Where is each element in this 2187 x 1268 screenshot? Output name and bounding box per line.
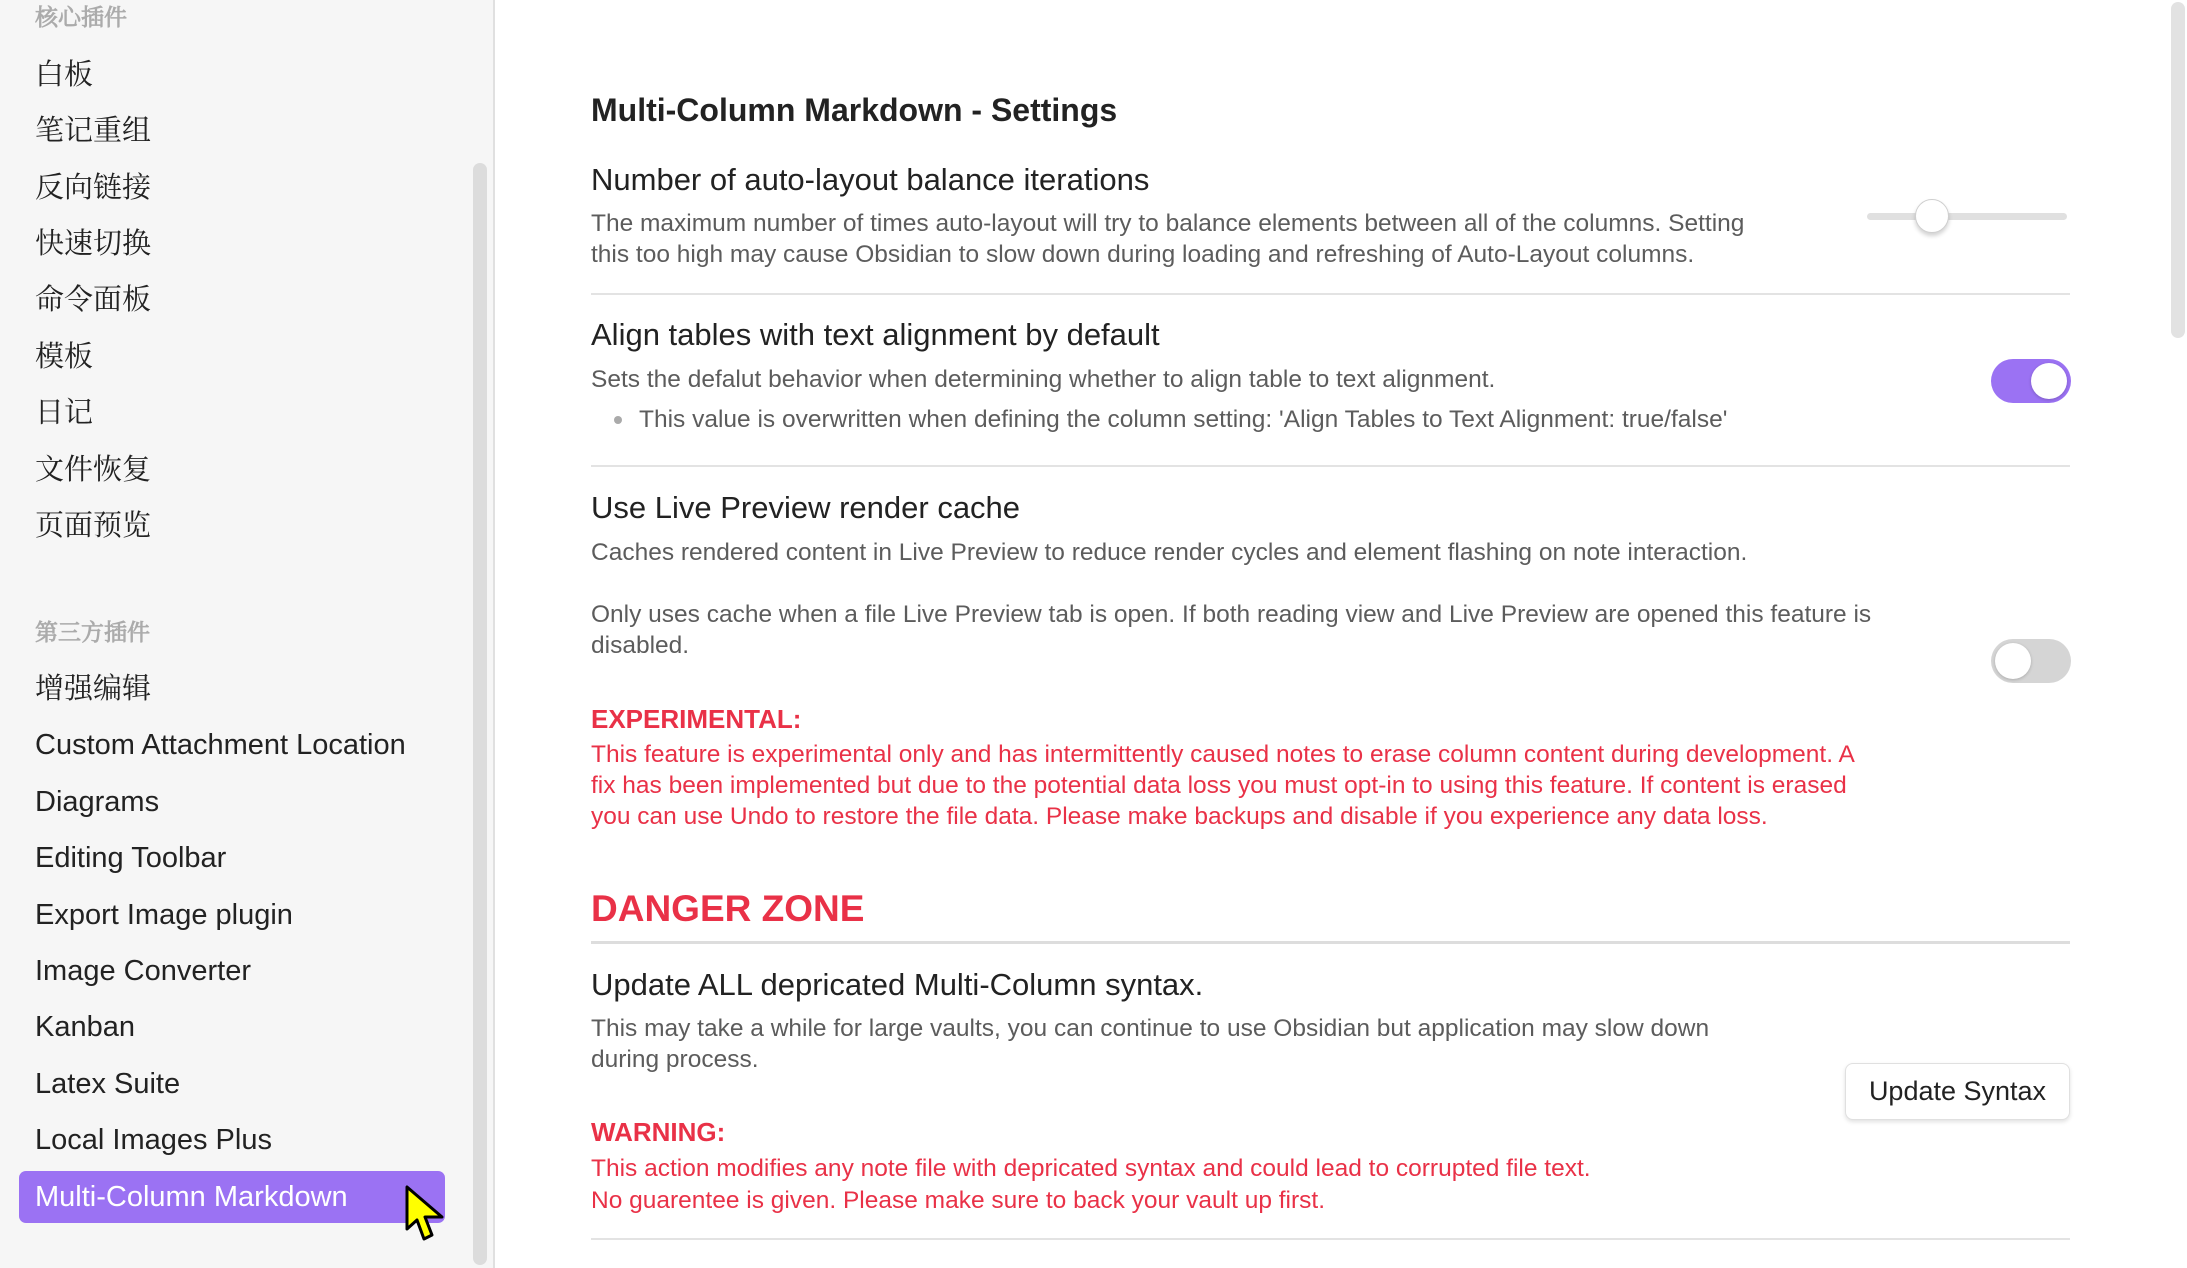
toggle-knob (1995, 643, 2031, 679)
danger-zone-heading: DANGER ZONE (591, 888, 865, 929)
sidebar-item-templates[interactable]: 模板 (35, 341, 94, 373)
setting-desc-line: Caches rendered content in Live Preview to reduce render cycles and element flashing on note interaction. (591, 539, 1748, 566)
sidebar-item-custom-attachment-location[interactable]: Custom Attachment Location (35, 729, 406, 761)
sidebar-item-multi-column-markdown[interactable]: Multi-Column Markdown (19, 1171, 445, 1223)
setting-desc-bullet: This value is overwritten when defining the column setting: 'Align Tables to Text Alignment: true/false' (639, 406, 1728, 433)
community-plugins-heading: 第三方插件 (35, 619, 150, 645)
danger-zone-divider (591, 941, 2070, 944)
setting-desc-line: during process. (591, 1046, 759, 1073)
page-title: Multi-Column Markdown - Settings (591, 92, 1118, 128)
divider (591, 465, 2070, 467)
sidebar-item-editing-toolbar[interactable]: Editing Toolbar (35, 842, 227, 874)
sidebar-item-latex-suite[interactable]: Latex Suite (35, 1068, 181, 1100)
sidebar-scrollbar[interactable] (473, 163, 487, 1265)
setting-name-balance-iterations: Number of auto-layout balance iterations (591, 162, 1150, 197)
sidebar-item-image-converter[interactable]: Image Converter (35, 955, 251, 987)
sidebar-item-command-palette[interactable]: 命令面板 (35, 284, 152, 316)
update-syntax-button[interactable]: Update Syntax (1845, 1063, 2070, 1120)
core-plugins-heading: 核心插件 (35, 4, 127, 30)
sidebar-item-quick-switcher[interactable]: 快速切换 (35, 228, 152, 260)
experimental-label: EXPERIMENTAL: (591, 704, 802, 734)
sidebar-item-daily-notes[interactable]: 日记 (35, 397, 94, 429)
balance-iterations-slider-track[interactable] (1867, 213, 2067, 220)
setting-desc-line: This may take a while for large vaults, you can continue to use Obsidian but application may slow down (591, 1015, 1710, 1042)
settings-sidebar (0, 0, 495, 1268)
mouse-cursor-icon (404, 1185, 448, 1243)
toggle-knob (2031, 363, 2067, 399)
setting-desc-line: The maximum number of times auto-layout will try to balance elements between all of the columns. Setting (591, 210, 1745, 237)
setting-desc-line: Sets the defalut behavior when determining whether to align table to text alignment. (591, 366, 1496, 393)
live-preview-cache-toggle[interactable] (1991, 639, 2071, 683)
setting-name-live-preview-cache: Use Live Preview render cache (591, 490, 1021, 525)
divider (591, 1238, 2070, 1240)
divider (591, 293, 2070, 295)
sidebar-item-note-composer[interactable]: 笔记重组 (35, 115, 152, 147)
sidebar-item-export-image-plugin[interactable]: Export Image plugin (35, 899, 293, 931)
warning-line: No guarentee is given. Please make sure to back your vault up first. (591, 1187, 1326, 1214)
sidebar-item-enhanced-editing[interactable]: 增强编辑 (35, 673, 152, 705)
sidebar-item-file-recovery[interactable]: 文件恢复 (35, 454, 152, 486)
sidebar-item-local-images-plus[interactable]: Local Images Plus (35, 1124, 272, 1156)
setting-desc-line: disabled. (591, 632, 690, 659)
align-tables-toggle[interactable] (1991, 359, 2071, 403)
warning-line: This action modifies any note file with depricated syntax and could lead to corrupted file text. (591, 1155, 1591, 1182)
content-scrollbar[interactable] (2171, 2, 2185, 338)
warning-label: WARNING: (591, 1117, 726, 1147)
sidebar-item-diagrams[interactable]: Diagrams (35, 786, 160, 818)
experimental-warning-line: fix has been implemented but due to the potential data loss you must opt-in to using this feature. If content is erased (591, 772, 1847, 799)
bullet-icon (614, 416, 622, 424)
sidebar-item-backlinks[interactable]: 反向链接 (35, 172, 152, 204)
sidebar-item-canvas[interactable]: 白板 (35, 59, 94, 91)
experimental-warning-line: you can use Undo to restore the file data. Please make backups and disable if you experience any data loss. (591, 803, 1768, 830)
setting-desc-line: this too high may cause Obsidian to slow down during loading and refreshing of Auto-Layout columns. (591, 241, 1695, 268)
experimental-warning-line: This feature is experimental only and has intermittently caused notes to erase column content during development. A (591, 741, 1855, 768)
sidebar-item-kanban[interactable]: Kanban (35, 1011, 135, 1043)
setting-name-align-tables: Align tables with text alignment by default (591, 317, 1160, 352)
setting-desc-line: Only uses cache when a file Live Preview tab is open. If both reading view and Live Preview are opened this feature is (591, 601, 1872, 628)
sidebar-item-page-preview[interactable]: 页面预览 (35, 510, 152, 542)
balance-iterations-slider-thumb[interactable] (1915, 199, 1949, 233)
setting-name-update-syntax: Update ALL depricated Multi-Column syntax. (591, 967, 1204, 1002)
